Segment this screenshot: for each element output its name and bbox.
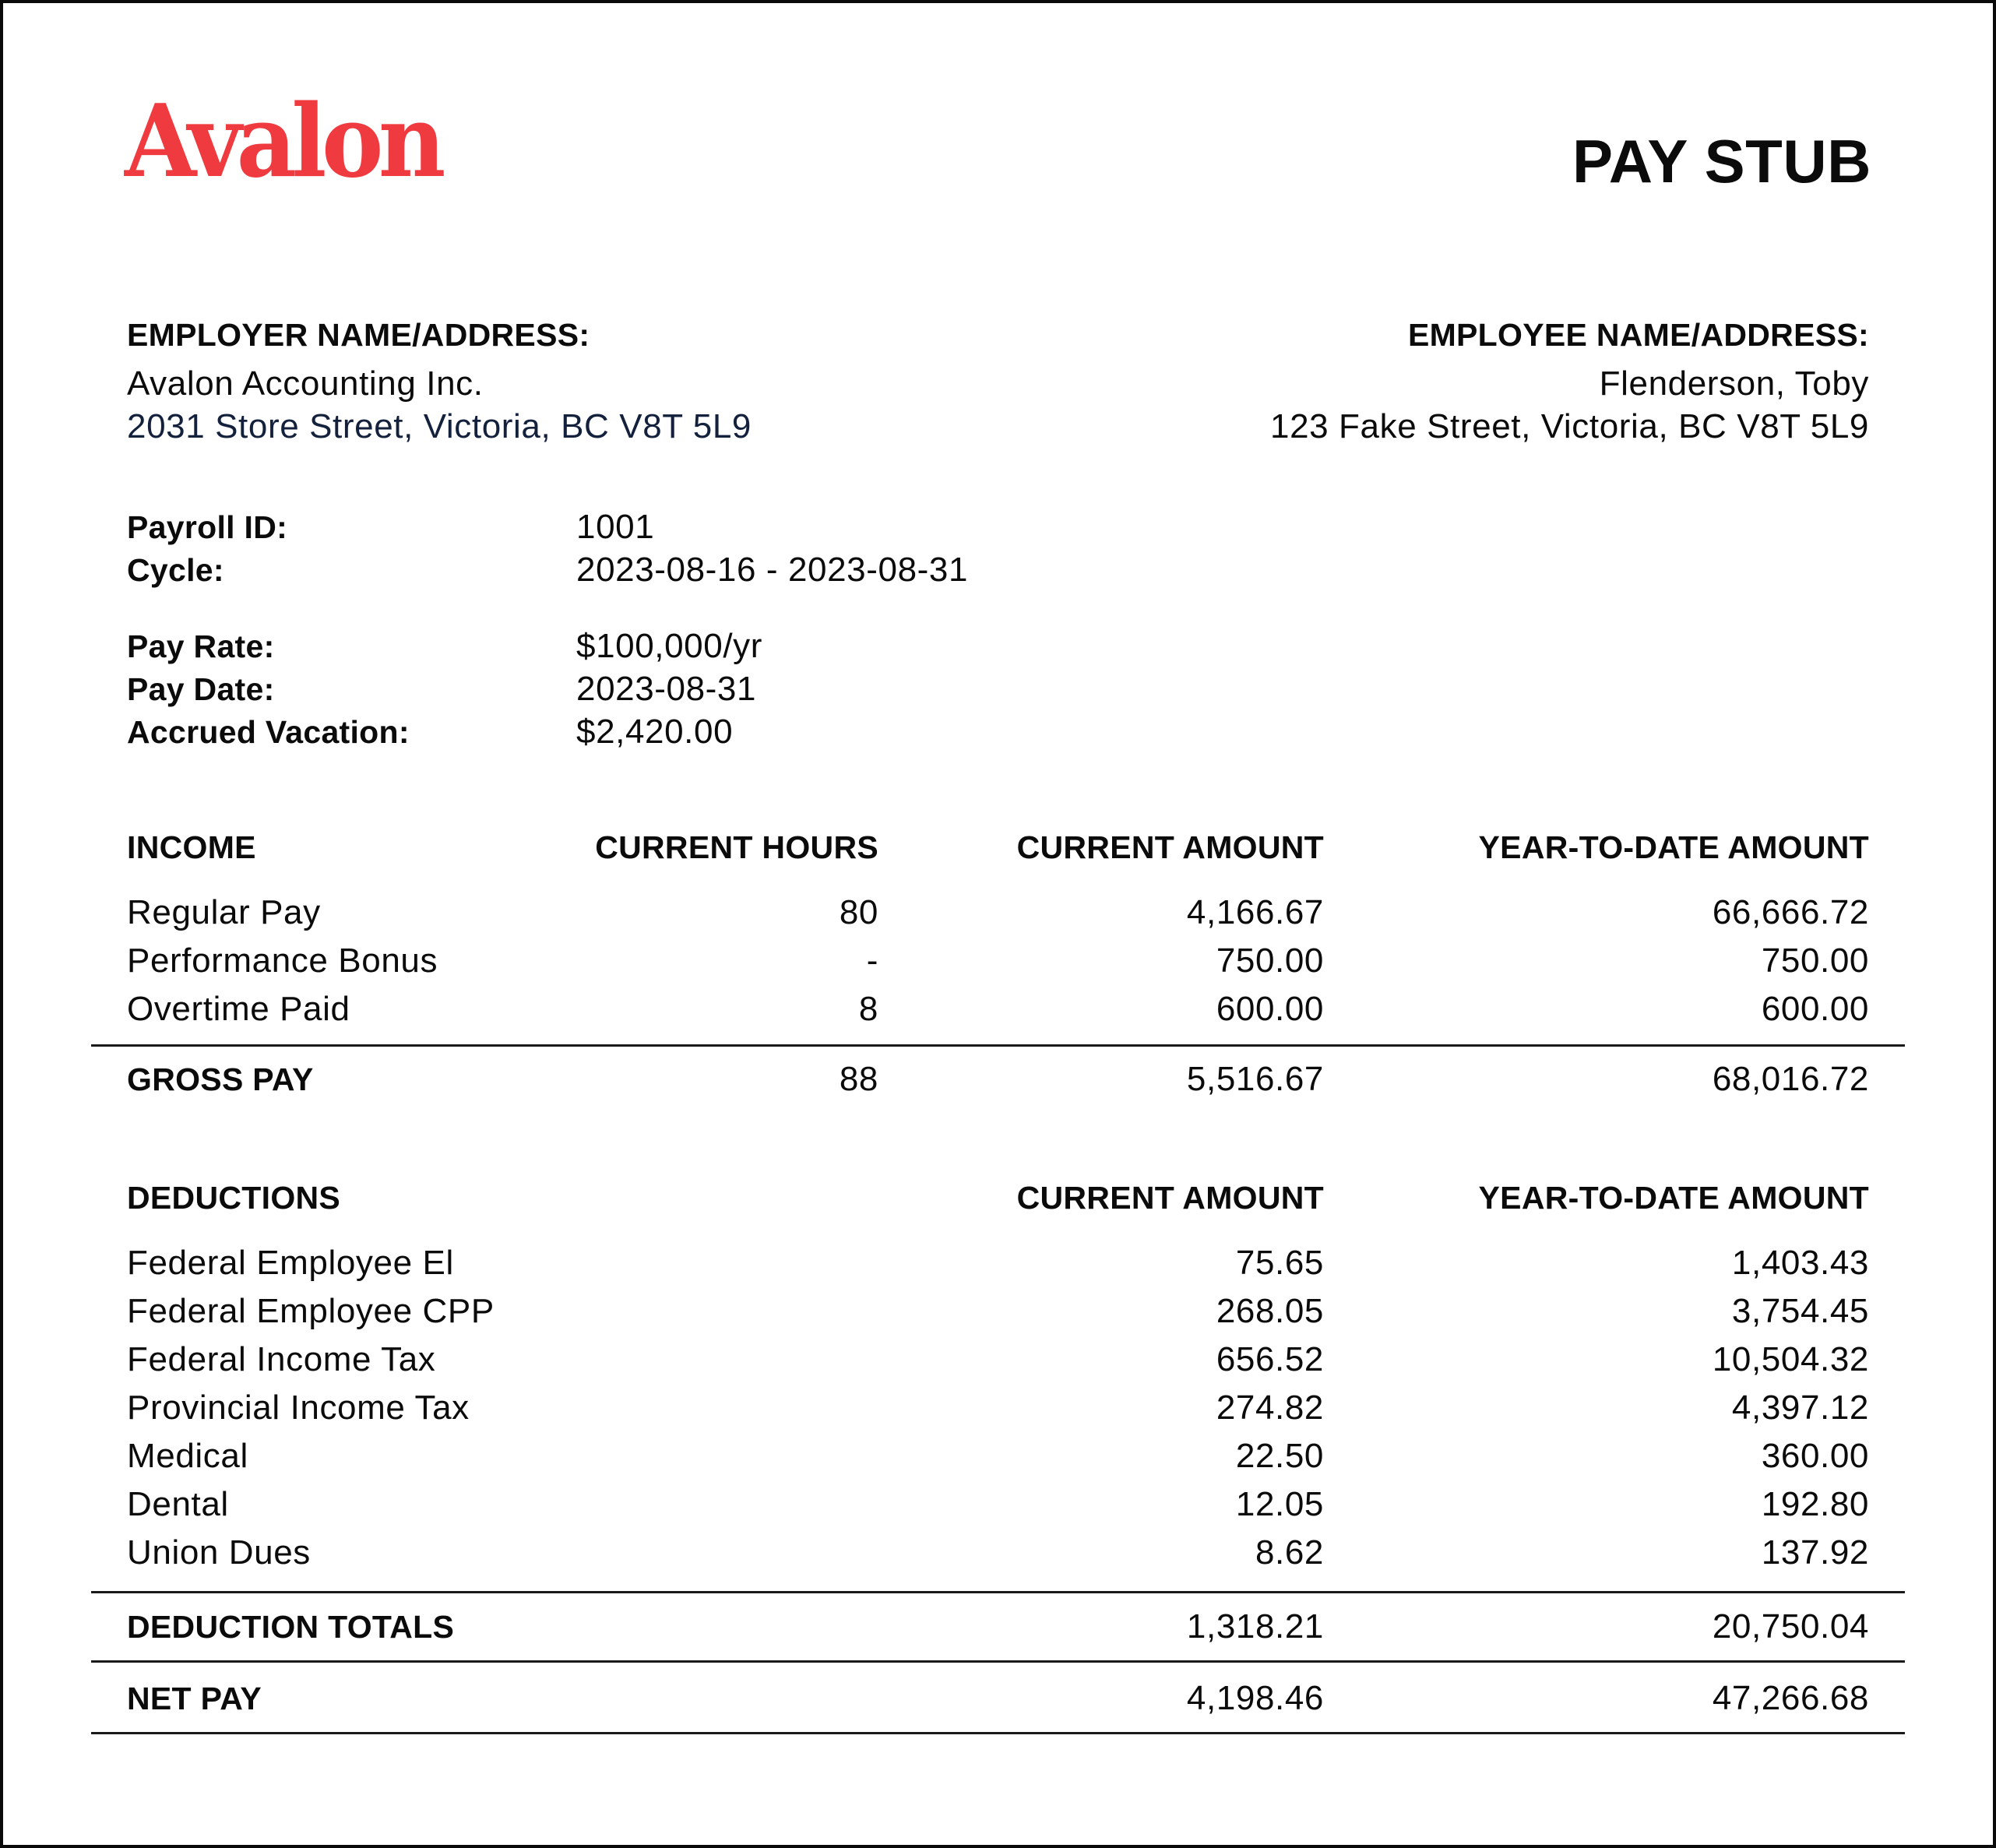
deduction-ytd: 360.00 xyxy=(1761,1437,1869,1475)
income-ytd: 600.00 xyxy=(1761,990,1869,1028)
income-ytd-amount-header: YEAR-TO-DATE AMOUNT xyxy=(1478,829,1869,865)
net-pay-label: NET PAY xyxy=(127,1681,262,1716)
employee-address: 123 Fake Street, Victoria, BC V8T 5L9 xyxy=(1270,407,1869,445)
deduction-current: 268.05 xyxy=(1216,1292,1324,1330)
income-header: INCOME xyxy=(127,829,256,865)
document-title: PAY STUB xyxy=(1572,127,1871,195)
income-label: Regular Pay xyxy=(127,893,321,931)
deduction-label: Union Dues xyxy=(127,1533,311,1572)
deduction-current: 75.65 xyxy=(1235,1244,1324,1282)
income-label: Overtime Paid xyxy=(127,990,350,1028)
employee-heading: EMPLOYEE NAME/ADDRESS: xyxy=(1407,317,1869,353)
accrued-vacation-value: $2,420.00 xyxy=(576,713,734,751)
deduction-current: 22.50 xyxy=(1235,1437,1324,1475)
deduction-label: Dental xyxy=(127,1485,229,1523)
pay-rate-label: Pay Rate: xyxy=(127,628,275,664)
cycle-label: Cycle: xyxy=(127,552,224,588)
gross-pay-divider xyxy=(91,1044,1905,1047)
deductions-header: DEDUCTIONS xyxy=(127,1180,341,1216)
pay-date-label: Pay Date: xyxy=(127,671,275,707)
deductions-ytd-amount-header: YEAR-TO-DATE AMOUNT xyxy=(1478,1180,1869,1216)
income-hours: - xyxy=(866,942,878,980)
deduction-current: 274.82 xyxy=(1216,1389,1324,1427)
avalon-logo: Avalon xyxy=(125,83,441,200)
deduction-label: Federal Employee CPP xyxy=(127,1292,495,1330)
gross-pay-hours: 88 xyxy=(839,1060,878,1098)
deduction-ytd: 137.92 xyxy=(1761,1533,1869,1572)
income-current: 750.00 xyxy=(1216,942,1324,980)
deduction-current: 12.05 xyxy=(1235,1485,1324,1523)
net-pay-divider xyxy=(91,1660,1905,1663)
payroll-id-label: Payroll ID: xyxy=(127,509,288,545)
deduction-totals-ytd: 20,750.04 xyxy=(1712,1607,1869,1646)
employee-name: Flenderson, Toby xyxy=(1599,364,1869,403)
deduction-totals-label: DEDUCTION TOTALS xyxy=(127,1609,455,1645)
pay-rate-value: $100,000/yr xyxy=(576,627,762,665)
employer-address: 2031 Store Street, Victoria, BC V8T 5L9 xyxy=(127,407,752,445)
bottom-divider xyxy=(91,1732,1905,1734)
deduction-label: Federal Employee El xyxy=(127,1244,454,1282)
deduction-current: 8.62 xyxy=(1255,1533,1324,1572)
employer-heading: EMPLOYER NAME/ADDRESS: xyxy=(127,317,590,353)
deductions-current-amount-header: CURRENT AMOUNT xyxy=(1016,1180,1324,1216)
income-current: 600.00 xyxy=(1216,990,1324,1028)
income-label: Performance Bonus xyxy=(127,942,438,980)
deduction-label: Medical xyxy=(127,1437,248,1475)
deduction-current: 656.52 xyxy=(1216,1340,1324,1378)
payroll-id-value: 1001 xyxy=(576,508,655,546)
deduction-totals-divider xyxy=(91,1591,1905,1593)
deduction-ytd: 192.80 xyxy=(1761,1485,1869,1523)
cycle-value: 2023-08-16 - 2023-08-31 xyxy=(576,551,969,589)
accrued-vacation-label: Accrued Vacation: xyxy=(127,714,410,750)
deduction-ytd: 4,397.12 xyxy=(1731,1389,1869,1427)
deduction-ytd: 1,403.43 xyxy=(1731,1244,1869,1282)
income-current: 4,166.67 xyxy=(1186,893,1324,931)
gross-pay-label: GROSS PAY xyxy=(127,1061,314,1097)
current-hours-header: CURRENT HOURS xyxy=(595,829,878,865)
gross-pay-ytd: 68,016.72 xyxy=(1712,1060,1869,1098)
income-hours: 8 xyxy=(858,990,878,1028)
pay-date-value: 2023-08-31 xyxy=(576,670,757,708)
net-pay-current: 4,198.46 xyxy=(1186,1679,1324,1717)
income-current-amount-header: CURRENT AMOUNT xyxy=(1016,829,1324,865)
employer-name: Avalon Accounting Inc. xyxy=(127,364,484,403)
deduction-label: Federal Income Tax xyxy=(127,1340,436,1378)
income-ytd: 66,666.72 xyxy=(1712,893,1869,931)
net-pay-ytd: 47,266.68 xyxy=(1712,1679,1869,1717)
deduction-ytd: 10,504.32 xyxy=(1712,1340,1869,1378)
gross-pay-current: 5,516.67 xyxy=(1186,1060,1324,1098)
deduction-totals-current: 1,318.21 xyxy=(1186,1607,1324,1646)
income-ytd: 750.00 xyxy=(1761,942,1869,980)
deduction-ytd: 3,754.45 xyxy=(1731,1292,1869,1330)
income-hours: 80 xyxy=(839,893,878,931)
deduction-label: Provincial Income Tax xyxy=(127,1389,470,1427)
